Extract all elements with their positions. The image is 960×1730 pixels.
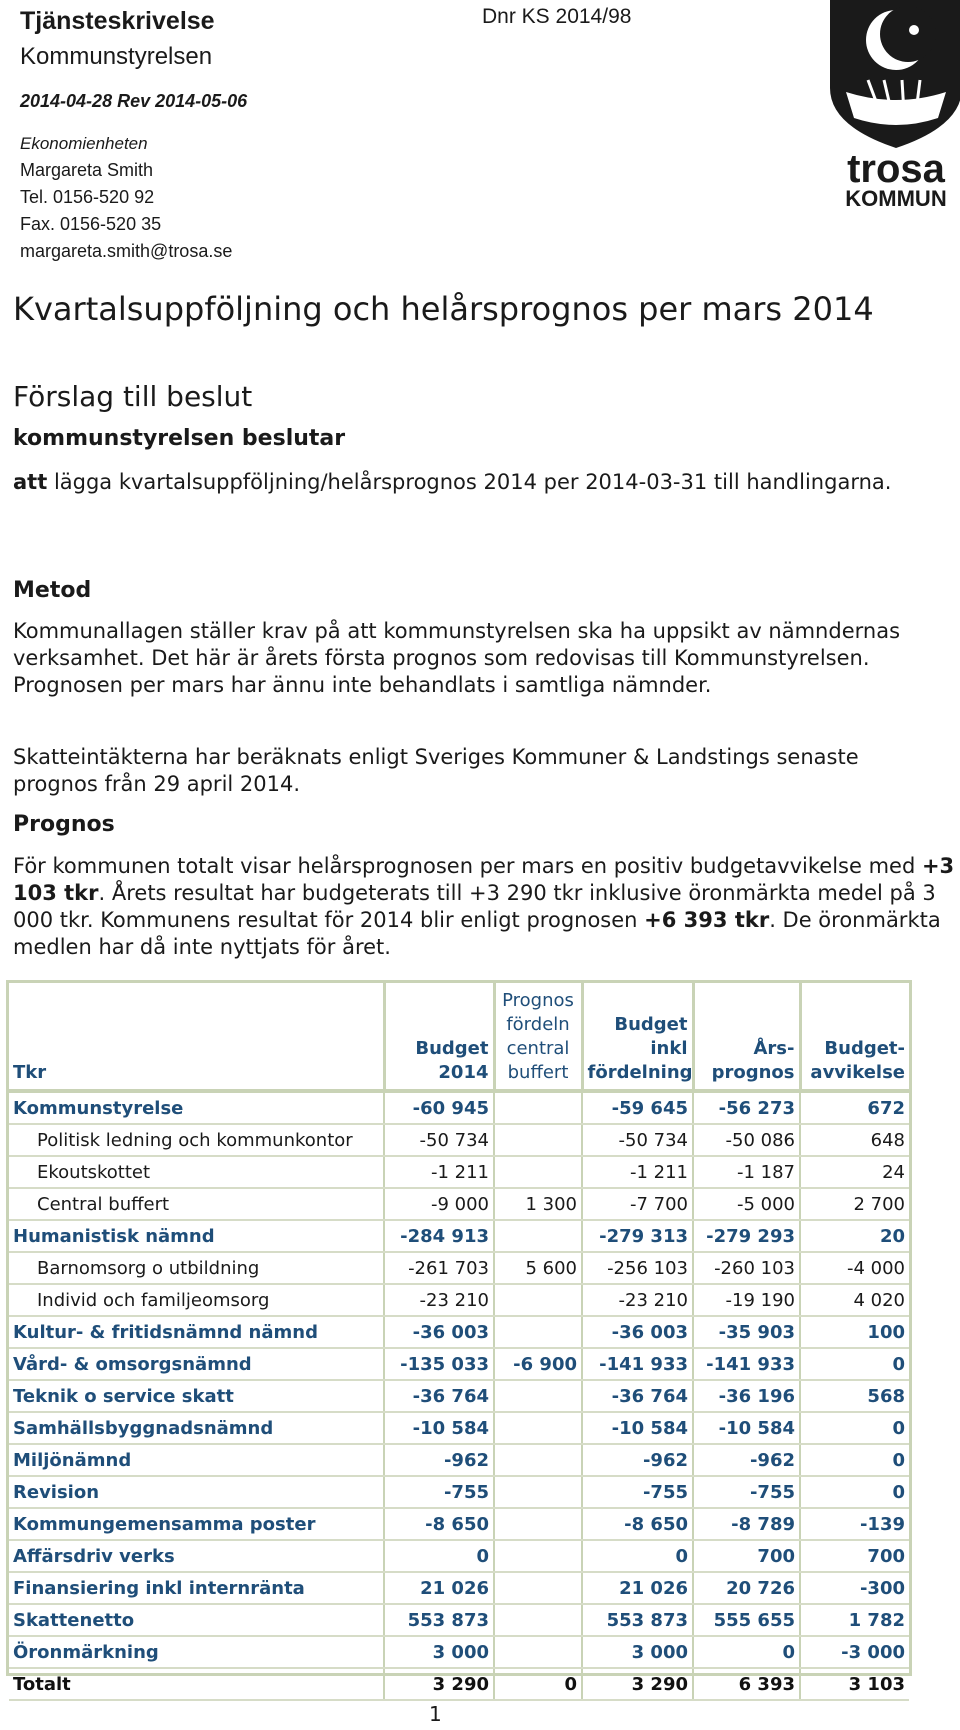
cell-forecast: -19 190 — [693, 1284, 800, 1316]
cell-name: Ekoutskottet — [9, 1156, 384, 1188]
cell-incl: -7 700 — [582, 1188, 693, 1220]
cell-name: Samhällsbyggnadsnämnd — [9, 1412, 384, 1444]
cell-reserve — [494, 1124, 582, 1156]
cell-forecast: -141 933 — [693, 1348, 800, 1380]
cell-deviation: 0 — [800, 1476, 909, 1508]
cell-forecast: -260 103 — [693, 1252, 800, 1284]
budget-table — [6, 980, 912, 1695]
cell-name: Miljönämnd — [9, 1444, 384, 1476]
contact-phone: Tel. 0156-520 92 — [20, 187, 155, 207]
header-deviation: Budget- avvikelse — [810, 1038, 905, 1083]
decision-text — [13, 469, 933, 496]
cell-deviation: 700 — [800, 1540, 909, 1572]
board-name: Kommunstyrelsen — [20, 43, 213, 70]
cell-forecast: 700 — [693, 1540, 800, 1572]
cell-incl: 3 290 — [582, 1668, 693, 1700]
table-row — [9, 1316, 909, 1348]
table-row — [9, 1188, 909, 1220]
cell-forecast: -35 903 — [693, 1316, 800, 1348]
cell-forecast: -56 273 — [693, 1091, 800, 1124]
cell-forecast: 20 726 — [693, 1572, 800, 1604]
att-keyword: att — [13, 470, 48, 494]
table-row — [9, 1124, 909, 1156]
cell-budget: 3 290 — [384, 1668, 494, 1700]
cell-reserve — [494, 1156, 582, 1188]
cell-incl: -279 313 — [582, 1220, 693, 1252]
cell-forecast: -962 — [693, 1444, 800, 1476]
table-row — [9, 1508, 909, 1540]
cell-reserve — [494, 1091, 582, 1124]
cell-name: Affärsdriv verks — [9, 1540, 384, 1572]
cell-reserve: 5 600 — [494, 1252, 582, 1284]
cell-incl: -1 211 — [582, 1156, 693, 1188]
cell-name: Kommunstyrelse — [9, 1091, 384, 1124]
cell-incl: -36 764 — [582, 1380, 693, 1412]
cell-forecast: -50 086 — [693, 1124, 800, 1156]
cell-reserve — [494, 1284, 582, 1316]
cell-budget: -135 033 — [384, 1348, 494, 1380]
cell-reserve — [494, 1220, 582, 1252]
cell-deviation: 4 020 — [800, 1284, 909, 1316]
cell-reserve — [494, 1604, 582, 1636]
cell-deviation: 568 — [800, 1380, 909, 1412]
table-row — [9, 1604, 909, 1636]
cell-deviation: 648 — [800, 1124, 909, 1156]
cell-incl: -256 103 — [582, 1252, 693, 1284]
header-forecast: Års- prognos — [693, 983, 800, 1091]
cell-incl: 553 873 — [582, 1604, 693, 1636]
cell-budget: -8 650 — [384, 1508, 494, 1540]
cell-incl: -8 650 — [582, 1508, 693, 1540]
cell-incl: 3 000 — [582, 1636, 693, 1668]
document-header — [20, 6, 460, 265]
table-row — [9, 1220, 909, 1252]
cell-budget: -1 211 — [384, 1156, 494, 1188]
contact-name: Margareta Smith — [20, 160, 154, 180]
cell-name: Revision — [9, 1476, 384, 1508]
cell-deviation: 20 — [800, 1220, 909, 1252]
cell-name: Kommungemensamma poster — [9, 1508, 384, 1540]
cell-name: Öronmärkning — [9, 1636, 384, 1668]
cell-forecast: -5 000 — [693, 1188, 800, 1220]
cell-budget: -9 000 — [384, 1188, 494, 1220]
cell-forecast: -36 196 — [693, 1380, 800, 1412]
table-row — [9, 1348, 909, 1380]
table-row — [9, 1444, 909, 1476]
cell-incl: -50 734 — [582, 1124, 693, 1156]
cell-incl: -59 645 — [582, 1091, 693, 1124]
prognos-paragraph — [13, 853, 958, 961]
cell-budget: -50 734 — [384, 1124, 494, 1156]
cell-deviation: 100 — [800, 1316, 909, 1348]
table-row — [9, 1540, 909, 1572]
table-row — [9, 1380, 909, 1412]
cell-deviation: 2 700 — [800, 1188, 909, 1220]
decision-body: lägga kvartalsuppföljning/helårsprognos 2014 per 2014-03-31 till handlingarna. — [53, 470, 892, 494]
cell-budget: -36 003 — [384, 1316, 494, 1348]
cell-name: Totalt — [9, 1668, 384, 1700]
cell-deviation: 3 103 — [800, 1668, 909, 1700]
cell-reserve — [494, 1412, 582, 1444]
cell-budget: 3 000 — [384, 1636, 494, 1668]
table-row — [9, 1091, 909, 1124]
cell-budget: -755 — [384, 1476, 494, 1508]
cell-budget: -23 210 — [384, 1284, 494, 1316]
metod-paragraph-2: Skatteintäkterna har beräknats enligt Sveriges Kommuner & Landstings senaste prognos från 29 april 2014. — [13, 745, 859, 796]
budget-table-grid — [9, 983, 909, 1701]
prognos-deviation-value: +3 103 tkr — [13, 854, 955, 905]
cell-forecast: -755 — [693, 1476, 800, 1508]
cell-budget: -261 703 — [384, 1252, 494, 1284]
cell-budget: 553 873 — [384, 1604, 494, 1636]
cell-reserve — [494, 1572, 582, 1604]
cell-deviation: 0 — [800, 1348, 909, 1380]
prognos-heading: Prognos — [13, 812, 115, 837]
cell-name: Teknik o service skatt — [9, 1380, 384, 1412]
cell-forecast: -1 187 — [693, 1156, 800, 1188]
cell-forecast: -279 293 — [693, 1220, 800, 1252]
cell-forecast: 6 393 — [693, 1668, 800, 1700]
table-row — [9, 1156, 909, 1188]
cell-reserve: 0 — [494, 1668, 582, 1700]
cell-budget: 21 026 — [384, 1572, 494, 1604]
header-budget-2014: Budget 2014 — [384, 983, 494, 1091]
cell-incl: -962 — [582, 1444, 693, 1476]
cell-budget: -60 945 — [384, 1091, 494, 1124]
page-title: Kvartalsuppföljning och helårsprognos per mars 2014 — [13, 290, 874, 328]
cell-reserve — [494, 1380, 582, 1412]
cell-incl: -23 210 — [582, 1284, 693, 1316]
contact-email: margareta.smith@trosa.se — [20, 241, 233, 261]
cell-name: Politisk ledning och kommunkontor — [9, 1124, 384, 1156]
cell-reserve — [494, 1316, 582, 1348]
cell-name: Vård- & omsorgsnämnd — [9, 1348, 384, 1380]
table-body — [9, 1091, 909, 1700]
table-row — [9, 1636, 909, 1668]
cell-name: Kultur- & fritidsnämnd nämnd — [9, 1316, 384, 1348]
cell-deviation: -139 — [800, 1508, 909, 1540]
cell-incl: -755 — [582, 1476, 693, 1508]
page-number: 1 — [429, 1702, 442, 1726]
document-dates: 2014-04-28 Rev 2014-05-06 — [20, 91, 248, 111]
cell-name: Individ och familjeomsorg — [9, 1284, 384, 1316]
cell-budget: -962 — [384, 1444, 494, 1476]
cell-reserve — [494, 1540, 582, 1572]
cell-budget: 0 — [384, 1540, 494, 1572]
metod-paragraph-1: Kommunallagen ställer krav på att kommunstyrelsen ska ha uppsikt av nämndernas verksamhet. Det här är årets första prognos som redovisas till Kommunstyrelsen. Prognosen per mars har ännu inte behandlats i samtliga nämnder. — [13, 619, 901, 697]
cell-reserve — [494, 1476, 582, 1508]
cell-budget: -36 764 — [384, 1380, 494, 1412]
prognos-text-c: . Årets resultat har budgeterats till +3 290 tkr inklusive öronmärkta medel på 3 000 tkr. Kommunens resultat för 2014 blir enligt prognosen — [13, 881, 936, 932]
cell-reserve — [494, 1508, 582, 1540]
prognos-result-value: +6 393 tkr — [644, 908, 770, 932]
cell-deviation: 0 — [800, 1412, 909, 1444]
cell-forecast: -10 584 — [693, 1412, 800, 1444]
cell-incl: -36 003 — [582, 1316, 693, 1348]
table-row — [9, 1668, 909, 1700]
cell-name: Skattenetto — [9, 1604, 384, 1636]
metod-heading: Metod — [13, 578, 92, 603]
proposal-heading: Förslag till beslut — [13, 380, 253, 413]
cell-reserve — [494, 1444, 582, 1476]
cell-incl: -10 584 — [582, 1412, 693, 1444]
table-row — [9, 1252, 909, 1284]
contact-fax: Fax. 0156-520 35 — [20, 214, 162, 234]
table-header-row — [9, 983, 909, 1091]
cell-incl: 0 — [582, 1540, 693, 1572]
cell-incl: -141 933 — [582, 1348, 693, 1380]
cell-deviation: -3 000 — [800, 1636, 909, 1668]
cell-deviation: -4 000 — [800, 1252, 909, 1284]
cell-deviation: -300 — [800, 1572, 909, 1604]
cell-name: Central buffert — [9, 1188, 384, 1220]
cell-budget: -10 584 — [384, 1412, 494, 1444]
logo-wordmark: trosa — [847, 147, 945, 191]
cell-forecast: -8 789 — [693, 1508, 800, 1540]
header-central-buffer: Prognos fördeln central buffert — [494, 983, 582, 1091]
header-budget-incl: Budget inkl fördelning — [582, 983, 693, 1091]
document-type: Tjänsteskrivelse — [20, 7, 215, 35]
table-row — [9, 1284, 909, 1316]
cell-deviation: 1 782 — [800, 1604, 909, 1636]
cell-reserve: -6 900 — [494, 1348, 582, 1380]
cell-name: Humanistisk nämnd — [9, 1220, 384, 1252]
prognos-text-a: För kommunen totalt visar helårsprognosen per mars en positiv budgetavvikelse med — [13, 854, 922, 878]
cell-incl: 21 026 — [582, 1572, 693, 1604]
table-row — [9, 1572, 909, 1604]
decision-label: kommunstyrelsen beslutar — [13, 426, 346, 451]
cell-deviation: 24 — [800, 1156, 909, 1188]
cell-forecast: 0 — [693, 1636, 800, 1668]
cell-deviation: 672 — [800, 1091, 909, 1124]
cell-forecast: 555 655 — [693, 1604, 800, 1636]
cell-budget: -284 913 — [384, 1220, 494, 1252]
trosa-kommun-logo — [828, 0, 960, 210]
cell-deviation: 0 — [800, 1444, 909, 1476]
prognos-text-e: . De öronmärkta medlen har då inte nyttjats för året. — [13, 908, 941, 959]
department: Ekonomienheten — [20, 134, 148, 153]
cell-name: Finansiering inkl internränta — [9, 1572, 384, 1604]
table-row — [9, 1476, 909, 1508]
header-tkr: Tkr — [9, 983, 384, 1091]
logo-subtitle: KOMMUN — [845, 186, 947, 210]
registration-number: Dnr KS 2014/98 — [482, 5, 632, 28]
cell-name: Barnomsorg o utbildning — [9, 1252, 384, 1284]
cell-reserve — [494, 1636, 582, 1668]
municipal-crest-icon — [828, 0, 960, 210]
cell-reserve: 1 300 — [494, 1188, 582, 1220]
table-row — [9, 1412, 909, 1444]
